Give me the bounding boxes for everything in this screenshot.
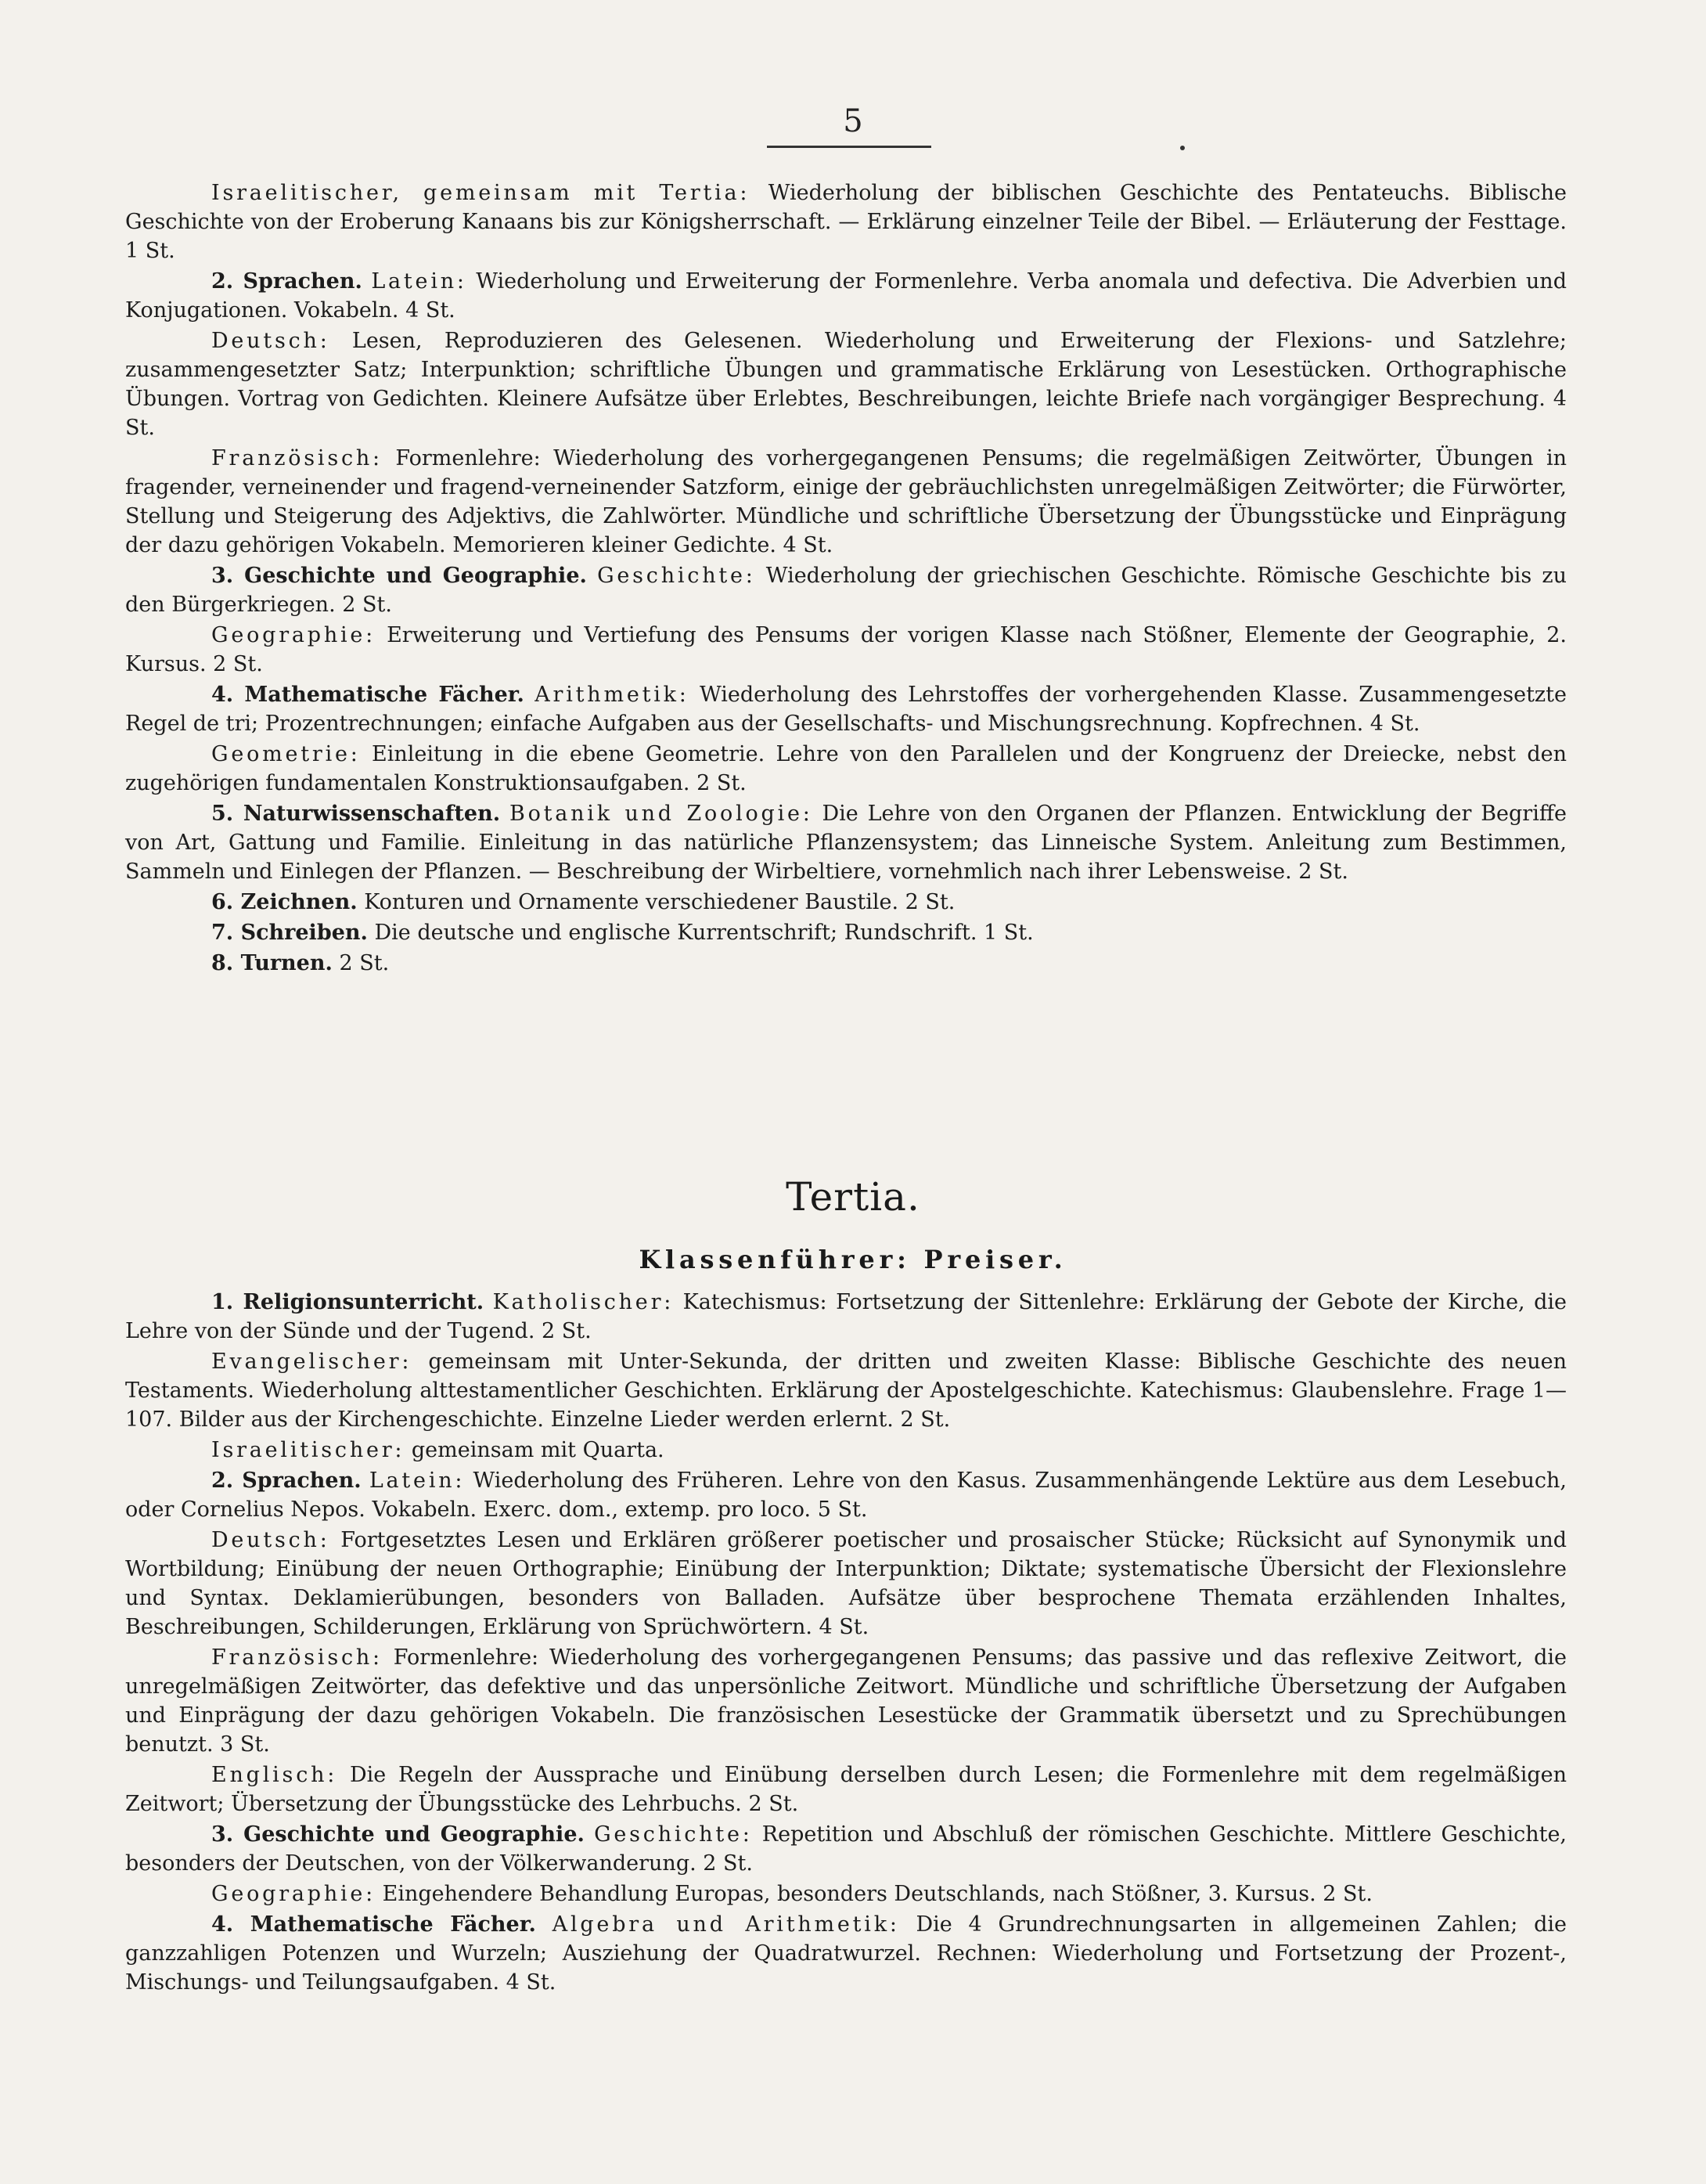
curriculum-paragraph bbox=[125, 1466, 1567, 1524]
subject-description: Repetition und Abschluß der römischen Geschichte. Mittlere Geschichte, besonders der Deutschen, von der Völkerwanderung. 2 St. bbox=[125, 1822, 1567, 1876]
subject-label: Englisch: bbox=[211, 1763, 338, 1787]
curriculum-paragraph bbox=[125, 1526, 1567, 1642]
subject-description: Die 4 Grundrechnungsarten in allgemeinen Zahlen; die ganzzahligen Potenzen und Wurzeln; Ausziehung der Quadratwurzel. Rechnen: Wiederholung und Fortsetzung der Prozent-, Mischungs- und Teilungsaufgaben. 4 St. bbox=[125, 1912, 1567, 1995]
subject-heading: 3. Geschichte und Geographie. bbox=[211, 1822, 585, 1847]
subject-description: Wiederholung der griechischen Geschichte. Römische Geschichte bis zu den Bürgerkriegen. 2 St. bbox=[125, 564, 1567, 617]
subject-label: Israelitischer, gemeinsam mit Tertia: bbox=[211, 181, 750, 205]
class-teacher-line: Klassenführer: Preiser. bbox=[639, 1245, 1067, 1274]
curriculum-paragraph bbox=[125, 561, 1567, 619]
subject-description: Formenlehre: Wiederholung des vorhergegangenen Pensums; das passive und das reflexive Zeitwort, die unregelmäßigen Zeitwörter, das defektive und das unpersönliche Zeitwort. Mündliche und schriftliche Übersetzung der Aufgaben und Einprägung der dazu gehörigen Vokabeln. Die französischen Lesestücke der Grammatik übersetzt und zu Sprechübungen benutzt. 3 St. bbox=[125, 1645, 1567, 1757]
subject-label: Geometrie: bbox=[211, 742, 361, 766]
page-number: 5 bbox=[843, 103, 863, 139]
curriculum-block-top bbox=[125, 178, 1567, 979]
subject-label: Geschichte: bbox=[597, 564, 756, 588]
curriculum-paragraph bbox=[125, 1288, 1567, 1346]
subject-description: Wiederholung des Lehrstoffes der vorhergehenden Klasse. Zusammengesetzte Regel de tri; Prozentrechnungen; einfache Aufgaben aus der Gesellschafts- und Mischungsrechnung. Kopfrechnen. 4 St. bbox=[125, 683, 1567, 736]
subject-heading: 1. Religionsunterricht. bbox=[211, 1290, 484, 1314]
curriculum-block-bottom bbox=[125, 1288, 1567, 1998]
subject-label: Deutsch: bbox=[211, 329, 330, 353]
subject-heading: 6. Zeichnen. bbox=[211, 890, 358, 914]
curriculum-paragraph bbox=[125, 326, 1567, 442]
subject-description: Wiederholung der biblischen Geschichte des Pentateuchs. Biblische Geschichte von der Eroberung Kanaans bis zur Königsherrschaft. — Erklärung einzelner Teile der Bibel. — Erläuterung der Festtage. 1 St. bbox=[125, 181, 1567, 263]
subject-description: gemeinsam mit Quarta. bbox=[405, 1438, 664, 1462]
curriculum-paragraph bbox=[125, 1879, 1567, 1908]
subject-description: Wiederholung und Erweiterung der Formenlehre. Verba anomala und defectiva. Die Adverbien und Konjugationen. Vokabeln. 4 St. bbox=[125, 269, 1567, 323]
subject-description: Katechismus: Fortsetzung der Sittenlehre: Erklärung der Gebote der Kirche, die Lehre von der Sünde und der Tugend. 2 St. bbox=[125, 1290, 1567, 1343]
subject-label: Botanik und Zoologie: bbox=[509, 802, 813, 826]
curriculum-paragraph bbox=[125, 621, 1567, 679]
curriculum-paragraph bbox=[125, 949, 1567, 978]
curriculum-paragraph bbox=[125, 1643, 1567, 1759]
curriculum-paragraph bbox=[125, 1347, 1567, 1434]
subject-heading: 2. Sprachen. bbox=[211, 1469, 362, 1493]
subject-description: Die deutsche und englische Kurrentschrift; Rundschrift. 1 St. bbox=[374, 921, 1034, 945]
curriculum-paragraph bbox=[125, 680, 1567, 738]
subject-label: Französisch: bbox=[211, 1645, 383, 1670]
subject-label: Israelitischer: bbox=[211, 1438, 405, 1462]
curriculum-paragraph bbox=[125, 799, 1567, 886]
subject-description: Die Regeln der Aussprache und Einübung derselben durch Lesen; die Formenlehre mit dem regelmäßigen Zeitwort; Übersetzung der Übungsstücke des Lehrbuchs. 2 St. bbox=[125, 1763, 1567, 1816]
subject-description: Formenlehre: Wiederholung des vorhergegangenen Pensums; die regelmäßigen Zeitwörter, Übungen in fragender, verneinender und fragend-verneinender Satzform, einige der gebräuchlichsten unregelmäßigen Zeitwörter; die Fürwörter, Stellung und Steigerung des Adjektivs, die Zahlwörter. Mündliche und schriftliche Übersetzung der Übungsstücke und Einprägung der dazu gehörigen Vokabeln. Memorieren kleiner Gedichte. 4 St. bbox=[125, 446, 1567, 557]
subject-description: Lesen, Reproduzieren des Gelesenen. Wiederholung und Erweiterung der Flexions- und Satzlehre; zusammengesetzter Satz; Interpunktion; schriftliche Übungen und grammatische Erklärung von Lesestücken. Orthographische Übungen. Vortrag von Gedichten. Kleinere Aufsätze über Erlebtes, Beschreibungen, leichte Briefe nach vorgängiger Besprechung. 4 St. bbox=[125, 329, 1567, 440]
curriculum-paragraph bbox=[125, 1436, 1567, 1465]
subject-description: gemeinsam mit Unter-Sekunda, der dritten und zweiten Klasse: Biblische Geschichte des neuen Testaments. Wiederholung alttestamentlicher Geschichten. Erklärung der Apostelgeschichte. Katechismus: Glaubenslehre. Frage 1—107. Bilder aus der Kirchengeschichte. Einzelne Lieder werden erlernt. 2 St. bbox=[125, 1350, 1567, 1432]
subject-label: Arithmetik: bbox=[534, 683, 689, 707]
subject-heading: 4. Mathematische Fächer. bbox=[211, 1912, 536, 1937]
subject-description: Eingehendere Behandlung Europas, besonders Deutschlands, nach Stößner, 3. Kursus. 2 St. bbox=[376, 1882, 1373, 1906]
subject-description: Die Lehre von den Organen der Pflanzen. Entwicklung der Begriffe von Art, Gattung und Familie. Einleitung in das natürliche Pflanzensystem; das Linneische System. Anleitung zum Bestimmen, Sammeln und Einlegen der Pflanzen. — Beschreibung der Wirbeltiere, vornehmlich nach ihrer Lebensweise. 2 St. bbox=[125, 802, 1567, 884]
curriculum-paragraph bbox=[125, 267, 1567, 325]
subject-description: 2 St. bbox=[339, 951, 390, 975]
page-number-rule bbox=[767, 146, 931, 148]
curriculum-paragraph bbox=[125, 178, 1567, 265]
subject-label: Latein: bbox=[369, 1469, 466, 1493]
subject-label: Algebra und Arithmetik: bbox=[552, 1912, 900, 1937]
subject-description: Erweiterung und Vertiefung des Pensums der vorigen Klasse nach Stößner, Elemente der Geographie, 2. Kursus. 2 St. bbox=[125, 623, 1567, 676]
subject-label: Evangelischer: bbox=[211, 1350, 412, 1374]
subject-heading: 2. Sprachen. bbox=[211, 269, 362, 294]
ink-dot bbox=[1180, 146, 1185, 150]
subject-heading: 4. Mathematische Fächer. bbox=[211, 683, 524, 707]
curriculum-paragraph bbox=[125, 888, 1567, 917]
subject-label: Französisch: bbox=[211, 446, 383, 470]
curriculum-paragraph bbox=[125, 740, 1567, 798]
subject-label: Deutsch: bbox=[211, 1528, 330, 1552]
subject-heading: 7. Schreiben. bbox=[211, 921, 368, 945]
curriculum-paragraph bbox=[125, 1820, 1567, 1878]
curriculum-paragraph bbox=[125, 444, 1567, 560]
subject-description: Wiederholung des Früheren. Lehre von den Kasus. Zusammenhängende Lektüre aus dem Lesebuch, oder Cornelius Nepos. Vokabeln. Exerc. dom., extemp. pro loco. 5 St. bbox=[125, 1469, 1567, 1522]
subject-heading: 8. Turnen. bbox=[211, 951, 333, 975]
curriculum-paragraph bbox=[125, 918, 1567, 947]
subject-label: Geographie: bbox=[211, 623, 376, 647]
curriculum-paragraph bbox=[125, 1761, 1567, 1818]
subject-description: Fortgesetztes Lesen und Erklären größerer poetischer und prosaischer Stücke; Rücksicht auf Synonymik und Wortbildung; Einübung der neuen Orthographie; Einübung der Interpunktion; Diktate; systematische Übersicht der Flexionslehre und Syntax. Deklamierübungen, besonders von Balladen. Aufsätze über besprochene Themata erzählenden Inhaltes, Beschreibungen, Schilderungen, Erklärung von Sprüchwörtern. 4 St. bbox=[125, 1528, 1567, 1639]
subject-label: Geschichte: bbox=[594, 1822, 753, 1847]
curriculum-paragraph bbox=[125, 1910, 1567, 1997]
subject-label: Katholischer: bbox=[492, 1290, 675, 1314]
subject-label: Geographie: bbox=[211, 1882, 376, 1906]
subject-description: Konturen und Ornamente verschiedener Baustile. 2 St. bbox=[364, 890, 956, 914]
subject-heading: 5. Naturwissenschaften. bbox=[211, 802, 501, 826]
subject-label: Latein: bbox=[371, 269, 467, 294]
subject-heading: 3. Geschichte und Geographie. bbox=[211, 564, 587, 588]
subject-description: Einleitung in die ebene Geometrie. Lehre von den Parallelen und der Kongruenz der Dreiecke, nebst den zugehörigen fundamentalen Konstruktionsaufgaben. 2 St. bbox=[125, 742, 1567, 795]
section-title: Tertia. bbox=[786, 1174, 920, 1220]
